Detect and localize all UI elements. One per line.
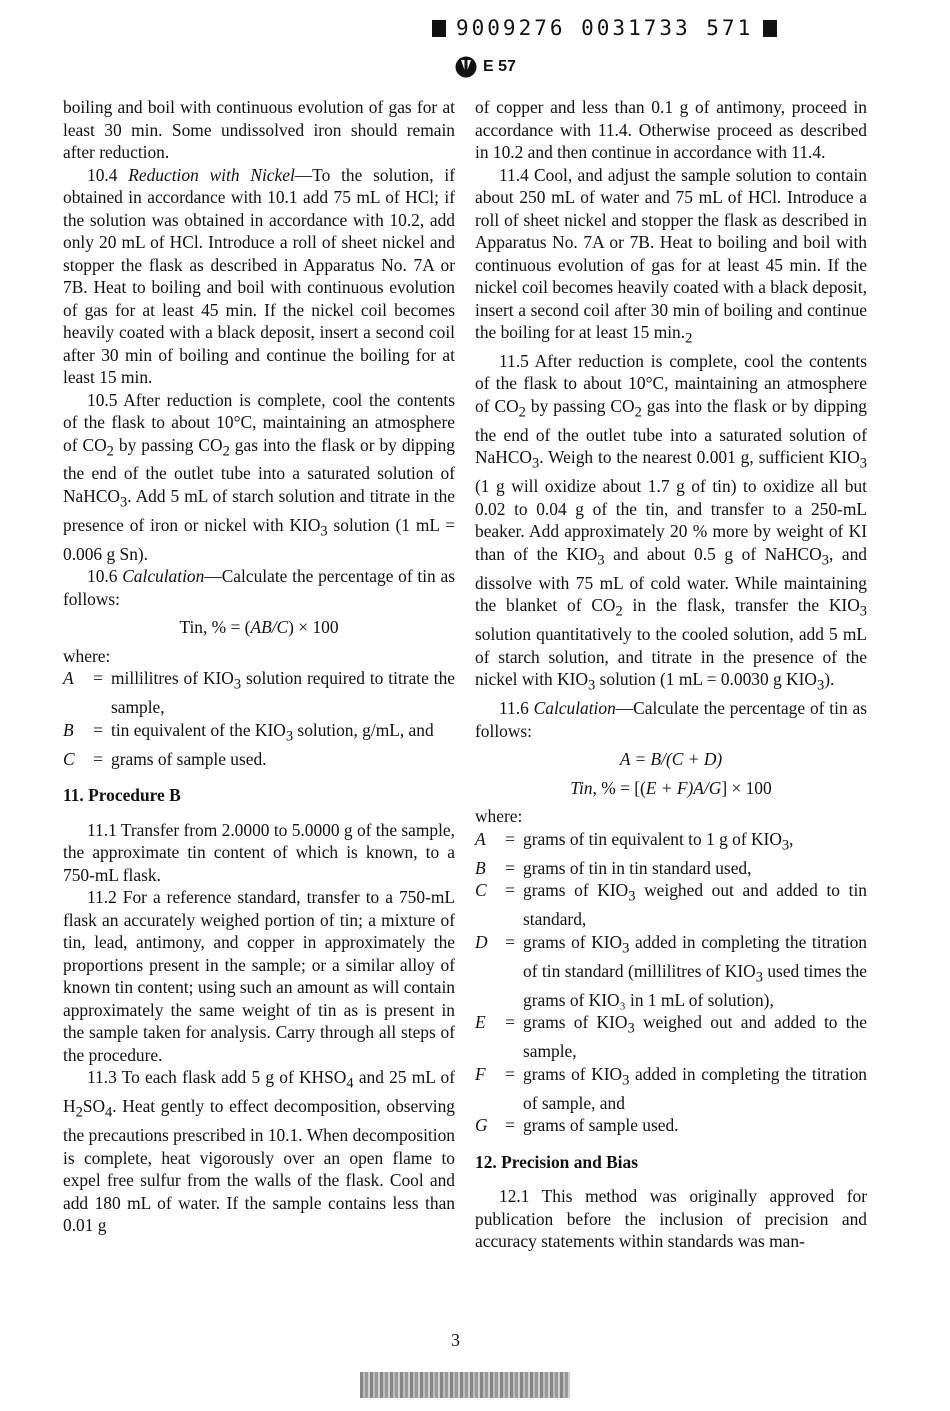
section-heading-12: 12. Precision and Bias <box>475 1151 638 1172</box>
definition-f: F = grams of $KIO_3$ added in completing the titration of sample, and <box>475 1063 867 1113</box>
paragraph-11-3: 11.3 To each flask add 5 g of $KHSO_4$ and 25 mL of $H_2SO_4$. Heat gently to effect decomposition, observing the precautions prescribed in 10.1. When decomposition is complete, heat vigorously over an open flame to expel free sulfur from the walls of the flask. Cool and add 180 mL of water. If the sample contains less than 0.01 g <box>63 1067 455 1236</box>
paragraph: boiling and boil with continuous evolution of gas for at least 30 min. Some undissolved iron should remain after reduction. <box>63 97 455 162</box>
standard-designation: E 57 <box>483 58 516 75</box>
page-number: 3 <box>451 1330 460 1350</box>
definition-c: C = grams of $KIO_3$ weighed out and added to tin standard, <box>475 880 867 930</box>
document-id: 9009276 0031733 571 <box>456 16 754 40</box>
paragraph-11-1: 11.1 Transfer from 2.0000 to 5.0000 g of the sample, the approximate tin content of which is known, to a 750-mL flask. <box>63 819 455 885</box>
definition-d: D = grams of $KIO_3$ added in completing the titration of tin standard (millilitres of $KIO_3$ used times the grams of KIO₃ in 1 mL of solution), <box>475 931 868 1010</box>
paragraph-10-6: 10.6 Calculation—Calculate the percentage of tin as follows: <box>63 566 455 609</box>
scan-artifact <box>360 1372 570 1398</box>
paragraph-11-4: 11.4 Cool, and adjust the sample solution to contain about 250 mL of water and 75 mL of HCl. Introduce a roll of sheet nickel and stopper the flask as described in Apparatus No. 7A or 7B. Heat to boiling and boil with continuous evolution of gas for at least 45 min. If the nickel coil becomes heavily coated with a black deposit, insert a second coil after 30 min of boiling and continue the boiling for at least 15 $\min._2$ <box>475 164 867 347</box>
astm-logo-icon <box>455 54 477 80</box>
definition-e: E = grams of $KIO_3$ weighed out and added to the sample, <box>475 1012 867 1062</box>
definition-b: B = tin equivalent of the $KIO_3$ solution, g/mL, and <box>63 719 434 745</box>
standard-header <box>455 54 516 80</box>
tin-formula: Tin, % = (AB/C) × 100 <box>179 617 339 638</box>
where-label: where: <box>63 645 111 666</box>
definition-a: A = grams of tin equivalent to 1 g of $KIO_3$, <box>475 828 794 854</box>
definition-c: C = grams of sample used. <box>63 748 267 769</box>
marker-block-right <box>763 20 777 37</box>
paragraph-11-6: 11.6 Calculation—Calculate the percentage of tin as follows: <box>475 698 867 741</box>
paragraph: of copper and less than 0.1 g of antimony, proceed in accordance with 11.4. Otherwise proceed as described in 10.2 and then continue in accordance with 11.4. <box>475 97 867 162</box>
document-id-line <box>432 14 777 42</box>
where-label: where: <box>475 806 523 827</box>
paragraph-11-2: 11.2 For a reference standard, transfer to a 750-mL flask an accurately weighed portion of tin; a mixture of tin, lead, antimony, and copper in approximately the proportions present in the sample; or a similar alloy of known tin content; using such an amount as will contain approximately the same weight of tin as is present in the sample taken for analysis. Carry through all steps of the procedure. <box>63 887 455 1065</box>
paragraph-12-1: 12.1 This method was originally approved for publication before the inclusion of precision and accuracy statements within standards was man- <box>475 1186 867 1252</box>
definition-g: G = grams of sample used. <box>475 1115 679 1136</box>
left-column <box>63 96 455 1237</box>
formula-a: A = B/(C + D) <box>619 749 723 770</box>
marker-block-left <box>432 20 446 37</box>
definition-b: B = grams of tin in tin standard used, <box>475 857 752 878</box>
right-column <box>475 96 867 1253</box>
definition-a: A = millilitres of $KIO_3$ solution required to titrate the sample, <box>63 668 455 718</box>
paragraph-10-5: 10.5 After reduction is complete, cool the contents of the flask to about 10°C, maintaining an atmosphere of $CO_2$ by passing $CO_2$ gas into the flask or by dipping the end of the outlet tube into a saturated solution of NaHCO$_3$. Add 5 mL of starch solution and titrate in the presence of iron or nickel with $KIO_3$ solution (1 mL = 0.006 g Sn). <box>63 389 456 564</box>
formula-tin: Tin, % = [(E + F)A/G] × 100 <box>570 777 772 798</box>
paragraph-10-4: 10.4 Reduction with Nickel—To the solution, if obtained in accordance with 10.1 add 75 mL of HCl; if the solution was obtained in accordance with 10.2, add only 20 mL of HCl. Introduce a roll of sheet nickel and stopper the flask as described in Apparatus No. 7A or 7B. Heat to boiling and boil with continuous evolution of gas for at least 45 min. If the nickel coil becomes heavily coated with a black deposit, insert a second coil after 30 min of boiling and continue the boiling for at least 15 min. <box>63 164 455 387</box>
section-heading-11: 11. Procedure B <box>63 785 181 806</box>
paragraph-11-5: 11.5 After reduction is complete, cool the contents of the flask to about 10°C, maintaining an atmosphere of $CO_2$ by passing $CO_2$ gas into the flask or by dipping the end of the outlet tube into a saturated solution of NaHCO$_3$. Weigh to the nearest 0.001 g, sufficient $KIO_3$ (1 g will oxidize about 1.7 g of tin) to oxidize all but 0.02 to 0.04 g of the tin, and transfer to a 250-mL beaker. Add approximately 20 % more by weight of KI than of the $KIO_3$ and about 0.5 g of NaHCO$_3$, and dissolve with 75 mL of cold water. While maintaining the blanket of $CO_2$ in the flask, transfer the $KIO_3$ solution quantitatively to the cooled solution, add 5 mL of starch solution, and titrate in the presence of the nickel with $KIO_3$ solution (1 mL = 0.0030 g $KIO_3$). <box>475 350 868 694</box>
